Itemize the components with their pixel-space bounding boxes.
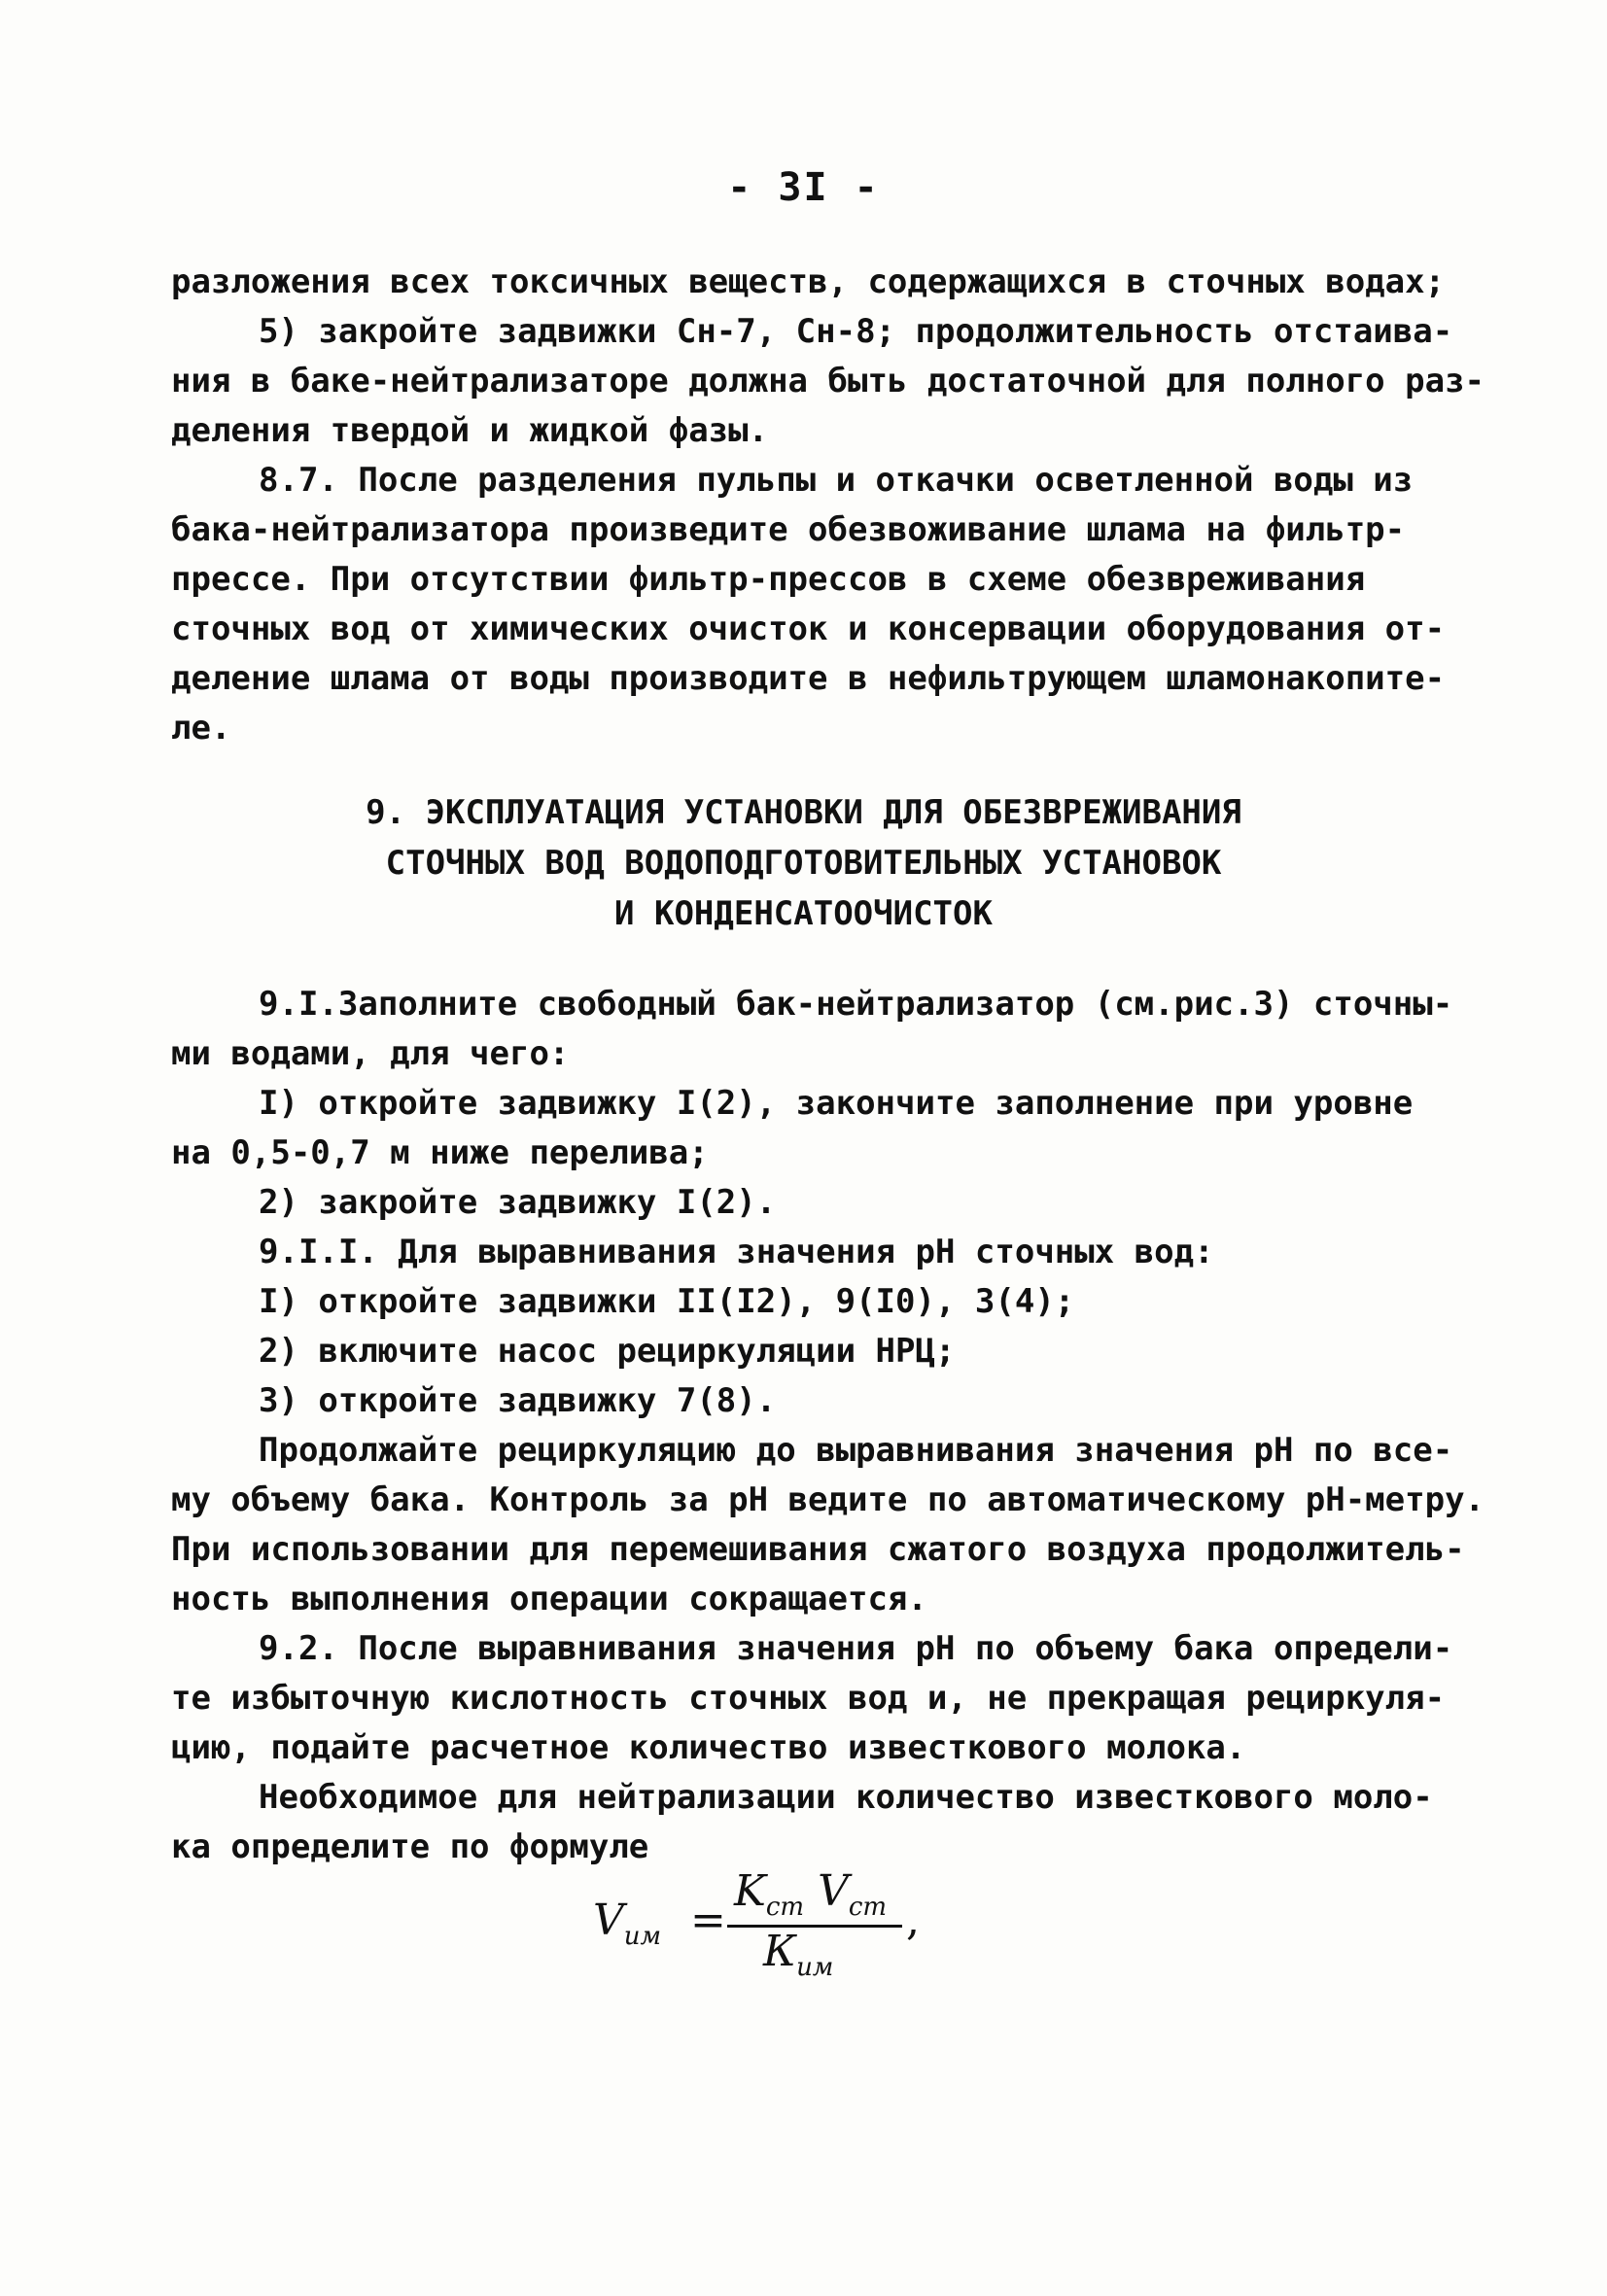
formula-lhs bbox=[593, 1896, 661, 1951]
formula-numerator bbox=[734, 1866, 887, 1922]
formula-num-k-subscript: ст bbox=[765, 1892, 805, 1922]
text-block-section-8 bbox=[171, 258, 1485, 753]
formula-num-v-subscript: ст bbox=[848, 1892, 888, 1922]
heading-line: 9. ЭКСПЛУАТАЦИЯ УСТАНОВКИ ДЛЯ ОБЕЗВРЕЖИВАНИЯ bbox=[366, 793, 1241, 832]
text-line: сточных вод от химических очисток и консервации оборудования от- bbox=[171, 609, 1446, 648]
text-line: цию, подайте расчетное количество известкового молока. bbox=[171, 1728, 1246, 1767]
text-line: деления твердой и жидкой фазы. bbox=[171, 411, 769, 450]
page-number: - 3I - bbox=[727, 165, 880, 210]
text-line: 2) включите насос рециркуляции НРЦ; bbox=[259, 1332, 956, 1371]
formula-den-k: К bbox=[763, 1927, 797, 1976]
text-line: бака-нейтрализатора произведите обезвоживание шлама на фильтр- bbox=[171, 510, 1406, 549]
text-line: I) откройте задвижки II(I2), 9(I0), 3(4); bbox=[259, 1282, 1075, 1321]
formula-denominator bbox=[763, 1927, 833, 1982]
heading-line: СТОЧНЫХ ВОД ВОДОПОДГОТОВИТЕЛЬНЫХ УСТАНОВОК bbox=[385, 844, 1222, 883]
text-line: ми водами, для чего: bbox=[171, 1034, 570, 1073]
text-line: Продолжайте рециркуляцию до выравнивания значения рН по все- bbox=[259, 1431, 1453, 1470]
text-line: 9.2. После выравнивания значения рН по объему бака определи- bbox=[259, 1629, 1453, 1668]
text-line: 5) закройте задвижки Сн-7, Сн-8; продолжительность отстаива- bbox=[259, 312, 1453, 351]
text-line: деление шлама от воды производите в нефильтрующем шламонакопите- bbox=[171, 659, 1446, 698]
text-line: ния в баке-нейтрализаторе должна быть достаточной для полного раз- bbox=[171, 362, 1485, 400]
text-line: ность выполнения операции сокращается. bbox=[171, 1580, 927, 1618]
text-line: му объему бака. Контроль за рН ведите по автоматическому рН-метру. bbox=[171, 1480, 1485, 1519]
formula-comma: , bbox=[906, 1896, 920, 1945]
formula-den-k-subscript: им bbox=[796, 1952, 834, 1982]
text-line: I) откройте задвижку I(2), закончите заполнение при уровне bbox=[259, 1084, 1414, 1123]
text-line: ка определите по формуле bbox=[171, 1827, 649, 1866]
text-line: 9.I.Заполните свободный бак-нейтрализатор (см.рис.3) сточны- bbox=[259, 985, 1453, 1024]
text-line: на 0,5-0,7 м ниже перелива; bbox=[171, 1133, 709, 1172]
text-line: разложения всех токсичных веществ, содержащихся в сточных водах; bbox=[171, 262, 1446, 301]
formula-num-k: K bbox=[734, 1866, 766, 1916]
text-line: Необходимое для нейтрализации количество известкового моло- bbox=[259, 1778, 1433, 1817]
text-line: те избыточную кислотность сточных вод и, не прекращая рециркуля- bbox=[171, 1679, 1446, 1718]
formula-equals: = bbox=[690, 1896, 726, 1945]
text-line: 2) закройте задвижку I(2). bbox=[259, 1183, 777, 1222]
text-block-section-9 bbox=[171, 980, 1485, 1872]
section-heading bbox=[0, 787, 1607, 939]
formula bbox=[593, 1866, 1001, 1983]
text-line: ле. bbox=[171, 709, 231, 748]
text-line: 3) откройте задвижку 7(8). bbox=[259, 1381, 777, 1420]
text-line: 8.7. После разделения пульпы и откачки осветленной воды из bbox=[259, 461, 1414, 500]
formula-lhs-subscript: им bbox=[623, 1921, 662, 1951]
heading-line: И КОНДЕНСАТООЧИСТОК bbox=[614, 894, 993, 933]
formula-lhs-symbol: V bbox=[593, 1896, 624, 1945]
text-line: 9.I.I. Для выравнивания значения рН сточных вод: bbox=[259, 1233, 1214, 1271]
text-line: При использовании для перемешивания сжатого воздуха продолжитель- bbox=[171, 1530, 1465, 1569]
text-line: прессе. При отсутствии фильтр-прессов в схеме обезвреживания bbox=[171, 560, 1366, 599]
formula-num-v: V bbox=[818, 1866, 849, 1916]
